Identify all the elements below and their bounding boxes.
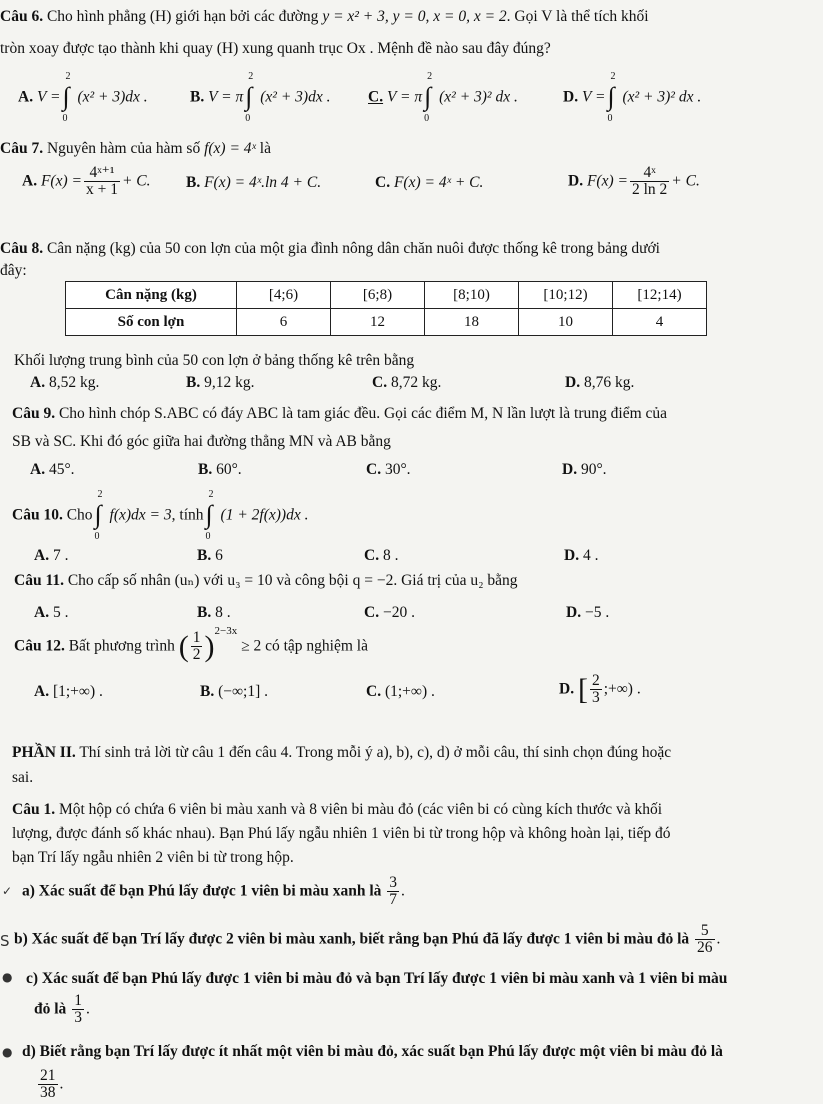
q12-option-c[interactable]: C. (1;+∞) . (366, 683, 435, 700)
p2q1-item-b[interactable]: b) Xác suất để bạn Trí lấy được 2 viên bi màu xanh, biết rằng bạn Phú đã lấy được 1 viên bi màu đỏ là $\frac{5}{26}$ . (14, 922, 721, 957)
handwritten-s-mark: S (0, 932, 10, 950)
p2q1-item-c[interactable]: c) Xác suất để bạn Phú lấy được 1 viên bi màu đỏ và bạn Trí lấy được 1 viên bi màu xanh và 1 viên bi màu (26, 970, 728, 987)
q8-line1: Câu 8. Cân nặng (kg) của 50 con lợn của một gia đình nông dân chăn nuôi được thống kê trong bảng dưới (0, 240, 660, 257)
dot-mark: ● (2, 970, 13, 984)
q9-option-b[interactable]: B. 60°. (198, 461, 242, 478)
q9-line1: Câu 9. Cho hình chóp S.ABC có đáy ABC là tam giác đều. Gọi các điểm M, N lần lượt là trung điểm của (12, 405, 668, 422)
q7-option-a[interactable]: A. F(x) = $\frac{\text{4ˣ⁺¹}}{x + 1}$ + C. (22, 164, 151, 199)
q7-line: Câu 7. Nguyên hàm của hàm số f(x) = 4ˣ là (0, 140, 271, 157)
q10-option-a[interactable]: A. 7 . (34, 547, 69, 564)
q6-line2: tròn xoay được tạo thành khi quay (H) xung quanh trục Ox . Mệnh đề nào sau đây đúng? (0, 40, 551, 57)
weight-table (65, 281, 707, 336)
q8-question: Khối lượng trung bình của 50 con lợn ở bảng thống kê trên bằng (14, 352, 415, 369)
p2q1-line3: bạn Trí lấy ngẫu nhiên 2 viên bi từ trong hộp. (12, 849, 294, 866)
q10-label: Câu 10. (12, 506, 63, 524)
q10-line: Câu 10. Cho ∫ 2 0 f(x)dx = 3, tính ∫ 2 0 (1 + 2f(x))dx . (12, 489, 309, 542)
q11-label: Câu 11. (14, 572, 64, 589)
q7-option-d[interactable]: D. F(x) = $\frac{\text{4ˣ}}{2 \ln 2}$ + C. (568, 164, 700, 199)
q12-option-b[interactable]: B. (−∞;1] . (200, 683, 269, 700)
q6-text: Cho hình phẳng (H) giới hạn bởi các đường (46, 8, 319, 25)
p2q1-line2: lượng, được đánh số khác nhau). Bạn Phú lấy ngẫu nhiên 1 viên bi từ trong hộp và không hoàn lại, tiếp đó (12, 825, 671, 842)
q6-label: Câu 6. (0, 8, 44, 25)
q10-option-d[interactable]: D. 4 . (564, 547, 599, 564)
q12-option-d[interactable]: D. [ $\frac{2}{3}$ ;+∞) . (559, 672, 641, 707)
q8-option-a[interactable]: A. 8,52 kg. (30, 374, 100, 391)
q6-option-c[interactable]: C. V = π ∫ 2 0 (x² + 3)² dx . (368, 71, 518, 124)
q12-option-a[interactable]: A. [1;+∞) . (34, 683, 103, 700)
q12-label: Câu 12. (14, 637, 65, 655)
q10-option-b[interactable]: B. 6 (197, 547, 223, 564)
q11-option-d[interactable]: D. −5 . (566, 604, 610, 621)
q10-option-c[interactable]: C. 8 . (364, 547, 399, 564)
q6-equation: y = x² + 3, y = 0, x = 0, x = 2 (322, 8, 507, 25)
p2q1-item-d[interactable]: d) Biết rằng bạn Trí lấy được ít nhất một viên bi màu đỏ, xác suất bạn Phú lấy được một viên bi màu đỏ là (22, 1043, 723, 1060)
q11-option-a[interactable]: A. 5 . (34, 604, 69, 621)
dot-mark: ● (2, 1045, 13, 1059)
q7-label: Câu 7. (0, 140, 44, 157)
p2q1-item-a[interactable]: a) Xác suất để bạn Phú lấy được 1 viên bi màu xanh là $\frac{3}{7}$ . (22, 874, 405, 909)
q8-line2: đây: (0, 262, 27, 279)
q8-option-d[interactable]: D. 8,76 kg. (565, 374, 635, 391)
table-row: Số con lợn 6 12 18 10 4 (66, 309, 707, 336)
part2-line1: PHẦN II. Thí sinh trả lời từ câu 1 đến câu 4. Trong mỗi ý a), b), c), d) ở mỗi câu, thí sinh chọn đúng hoặc (12, 744, 672, 761)
q8-option-c[interactable]: C. 8,72 kg. (372, 374, 442, 391)
p2q1-item-c-line2: đỏ là $\frac{1}{3}$ . (34, 992, 90, 1027)
q12-line: Câu 12. Bất phương trình ( $\frac{1}{2}$ )$^{2-3x}$ ≥ 2 có tập nghiệm là (14, 625, 368, 664)
part2-title: PHẦN II. (12, 744, 76, 761)
p2q1-label: Câu 1. (12, 801, 56, 818)
p2q1-line1: Câu 1. Một hộp có chứa 6 viên bi màu xanh và 8 viên bi màu đỏ (các viên bi có cùng kích thước và khối (12, 801, 663, 818)
q6-option-d[interactable]: D. V = ∫ 2 0 (x² + 3)² dx . (563, 71, 702, 124)
check-mark: ✓ (2, 884, 13, 898)
q8-label: Câu 8. (0, 240, 44, 257)
q9-option-c[interactable]: C. 30°. (366, 461, 411, 478)
q7-option-b[interactable]: B. F(x) = 4ˣ.ln 4 + C. (186, 174, 322, 191)
q6-text2: . Gọi V là thể tích khối (506, 8, 649, 25)
q11-option-b[interactable]: B. 8 . (197, 604, 231, 621)
p2q1-item-d-line2: $\frac{21}{38}$ . (40, 1067, 64, 1102)
q9-option-d[interactable]: D. 90°. (562, 461, 607, 478)
q9-option-a[interactable]: A. 45°. (30, 461, 75, 478)
q9-line2: SB và SC. Khi đó góc giữa hai đường thẳng MN và AB bằng (12, 433, 391, 450)
q6-option-b[interactable]: B. V = π ∫ 2 0 (x² + 3)dx . (190, 71, 331, 124)
q9-label: Câu 9. (12, 405, 56, 422)
q6-line1 (0, 8, 649, 26)
q7-option-c[interactable]: C. F(x) = 4ˣ + C. (375, 174, 484, 191)
q11-option-c[interactable]: C. −20 . (364, 604, 415, 621)
table-row: Cân nặng (kg) [4;6) [6;8) [8;10) [10;12) [12;14) (66, 282, 707, 309)
part2-line2: sai. (12, 769, 34, 786)
q6-option-a[interactable]: A. V = ∫ 2 0 (x² + 3)dx . (18, 71, 148, 124)
q8-option-b[interactable]: B. 9,12 kg. (186, 374, 255, 391)
q11-line: Câu 11. Cho cấp số nhân (uₙ) với u₃ = 10 và công bội q = −2. Giá trị của u₂ bằng (14, 572, 518, 589)
